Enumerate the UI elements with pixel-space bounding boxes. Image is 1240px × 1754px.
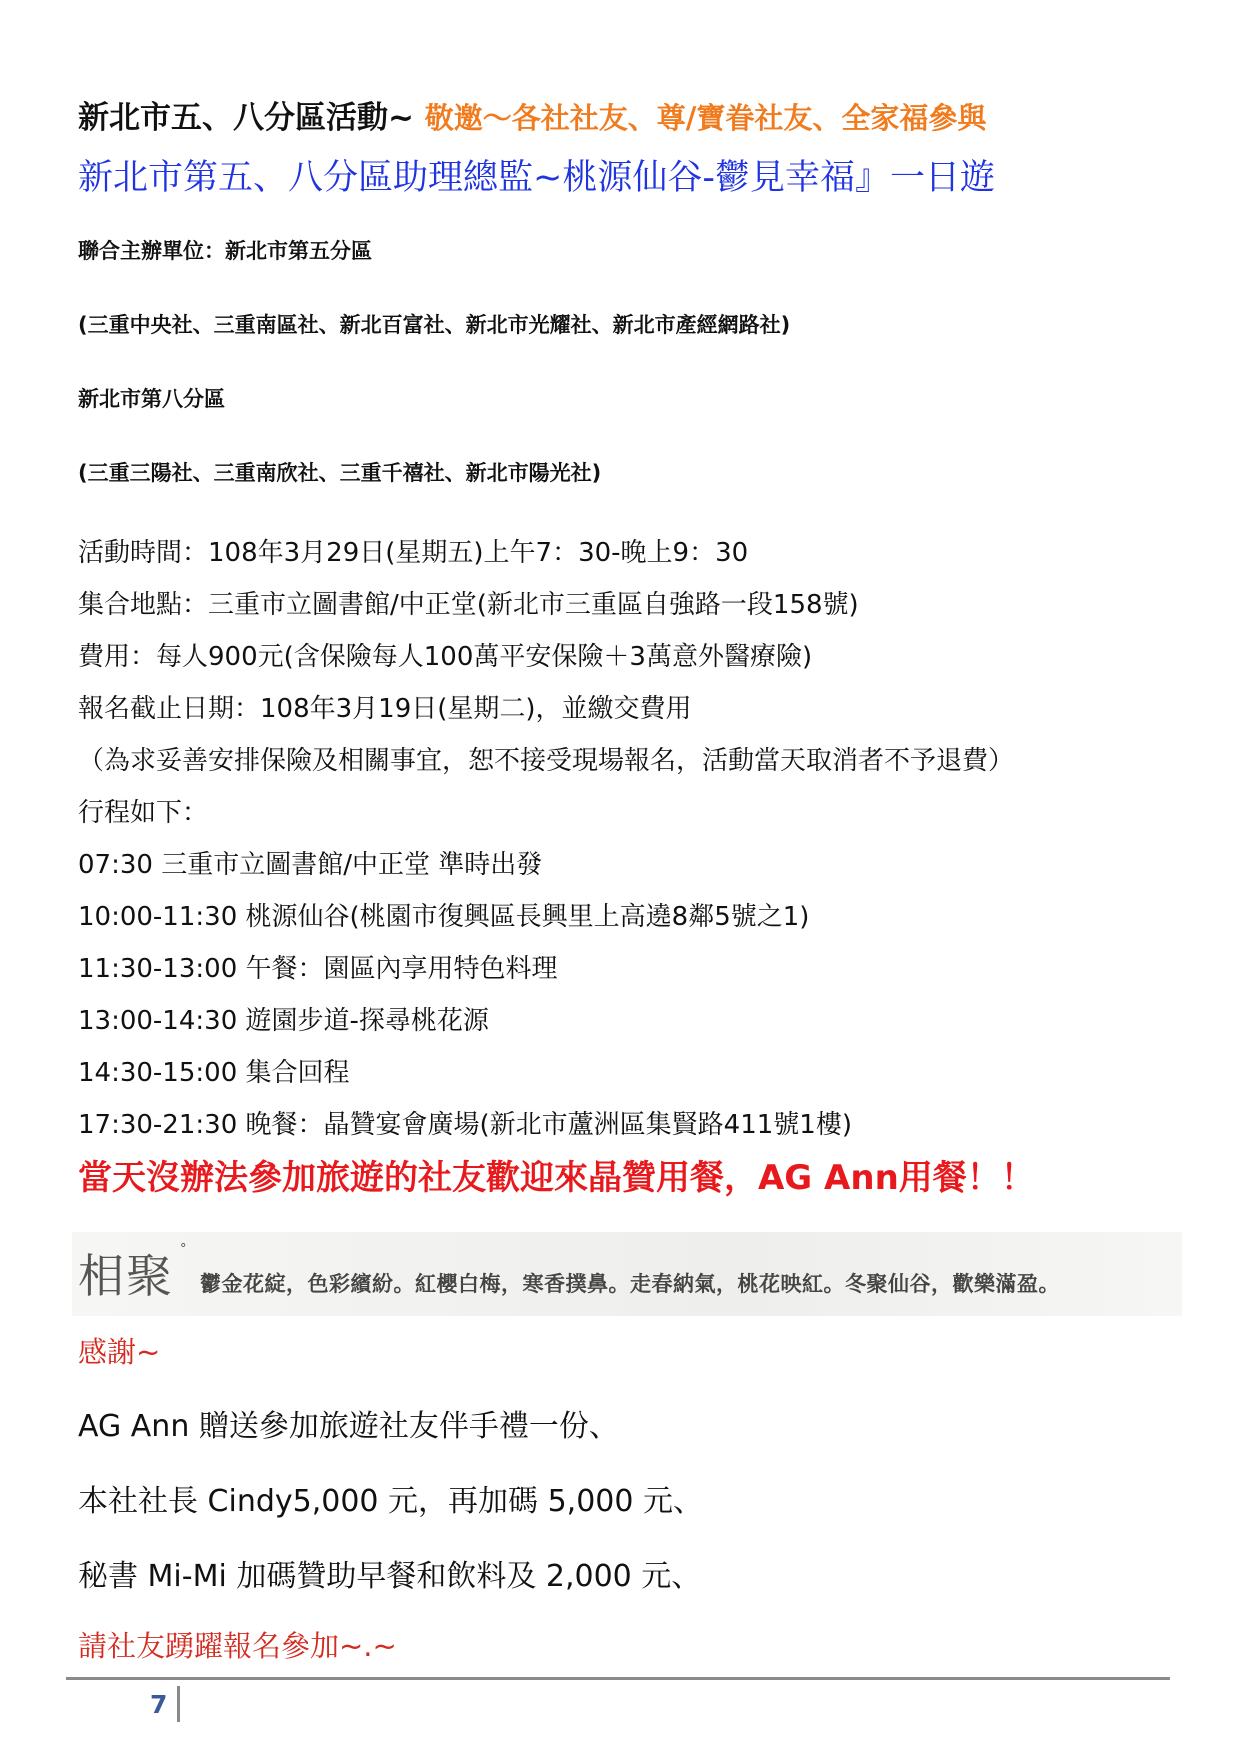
itinerary-label: 行程如下： — [78, 798, 209, 828]
thanks-heading: 感謝~ — [78, 1335, 161, 1369]
dinner-notice: 當天沒辦法參加旅遊的社友歡迎來晶贊用餐，AG Ann用餐！！ — [78, 1158, 1035, 1198]
district8-clubs: (三重三陽社、三重南欣社、三重千禧社、新北市陽光社) — [78, 461, 602, 485]
event-time: 活動時間：108年3月29日(星期五)上午7：30-晚上9：30 — [78, 538, 749, 568]
meeting-place: 集合地點：三重市立圖書館/中正堂(新北市三重區自強路一段158號) — [78, 590, 859, 620]
banner-degree-mark: ° — [180, 1242, 187, 1257]
footer-divider — [66, 1677, 1170, 1680]
activity-title: 新北市五、八分區活動~ — [78, 100, 425, 136]
thanks-line: 秘書 Mi-Mi 加碼贊助早餐和飲料及 2,000 元、 — [78, 1559, 702, 1594]
event-info — [78, 527, 1015, 1140]
schedule-item: 17:30-21:30 晚餐：晶贊宴會廣場(新北市蘆洲區集賢路411號1樓) — [78, 1110, 852, 1140]
page-number: 7 — [150, 1690, 168, 1719]
invitation-text: 敬邀～各社社友、尊/寶眷社友、全家福參與 — [424, 101, 987, 135]
thanks-line: AG Ann 贈送參加旅遊社友伴手禮一份、 — [78, 1409, 619, 1444]
trip-subtitle: 新北市第五、八分區助理總監~桃源仙谷-鬱見幸福』一日遊 — [78, 158, 995, 198]
registration-note: （為求妥善安排保險及相關事宜，恕不接受現場報名，活動當天取消者不予退費） — [78, 746, 1015, 776]
schedule-item: 14:30-15:00 集合回程 — [78, 1058, 350, 1088]
organizer-label: 聯合主辦單位：新北市第五分區 — [78, 239, 372, 263]
schedule-item: 10:00-11:30 桃源仙谷(桃園市復興區長興里上高遶8鄰5號之1) — [78, 902, 810, 932]
banner-poem: 鬱金花綻，色彩繽紛。紅櫻白梅，寒香撲鼻。走春納氣，桃花映紅。冬聚仙谷，歡樂滿盈。 — [200, 1272, 1060, 1296]
schedule-item: 13:00-14:30 遊園步道-探尋桃花源 — [78, 1006, 489, 1036]
poem-banner — [72, 1232, 1182, 1316]
closing-call: 請社友踴躍報名參加~.~ — [78, 1629, 397, 1663]
page-number-divider — [177, 1686, 180, 1722]
banner-title: 相聚 — [78, 1249, 174, 1303]
district5-clubs: (三重中央社、三重南區社、新北百富社、新北市光耀社、新北市產經網路社) — [78, 313, 791, 337]
district8-label: 新北市第八分區 — [78, 387, 225, 411]
schedule-item: 07:30 三重市立圖書館/中正堂 準時出發 — [78, 850, 543, 880]
activity-heading — [78, 94, 986, 142]
schedule-item: 11:30-13:00 午餐：園區內享用特色料理 — [78, 954, 558, 984]
thanks-line: 本社社長 Cindy5,000 元，再加碼 5,000 元、 — [78, 1484, 704, 1519]
event-fee: 費用：每人900元(含保險每人100萬平安保險＋3萬意外醫療險) — [78, 642, 813, 672]
schedule-list — [78, 839, 1014, 1140]
registration-deadline: 報名截止日期：108年3月19日(星期二)，並繳交費用 — [78, 694, 692, 724]
